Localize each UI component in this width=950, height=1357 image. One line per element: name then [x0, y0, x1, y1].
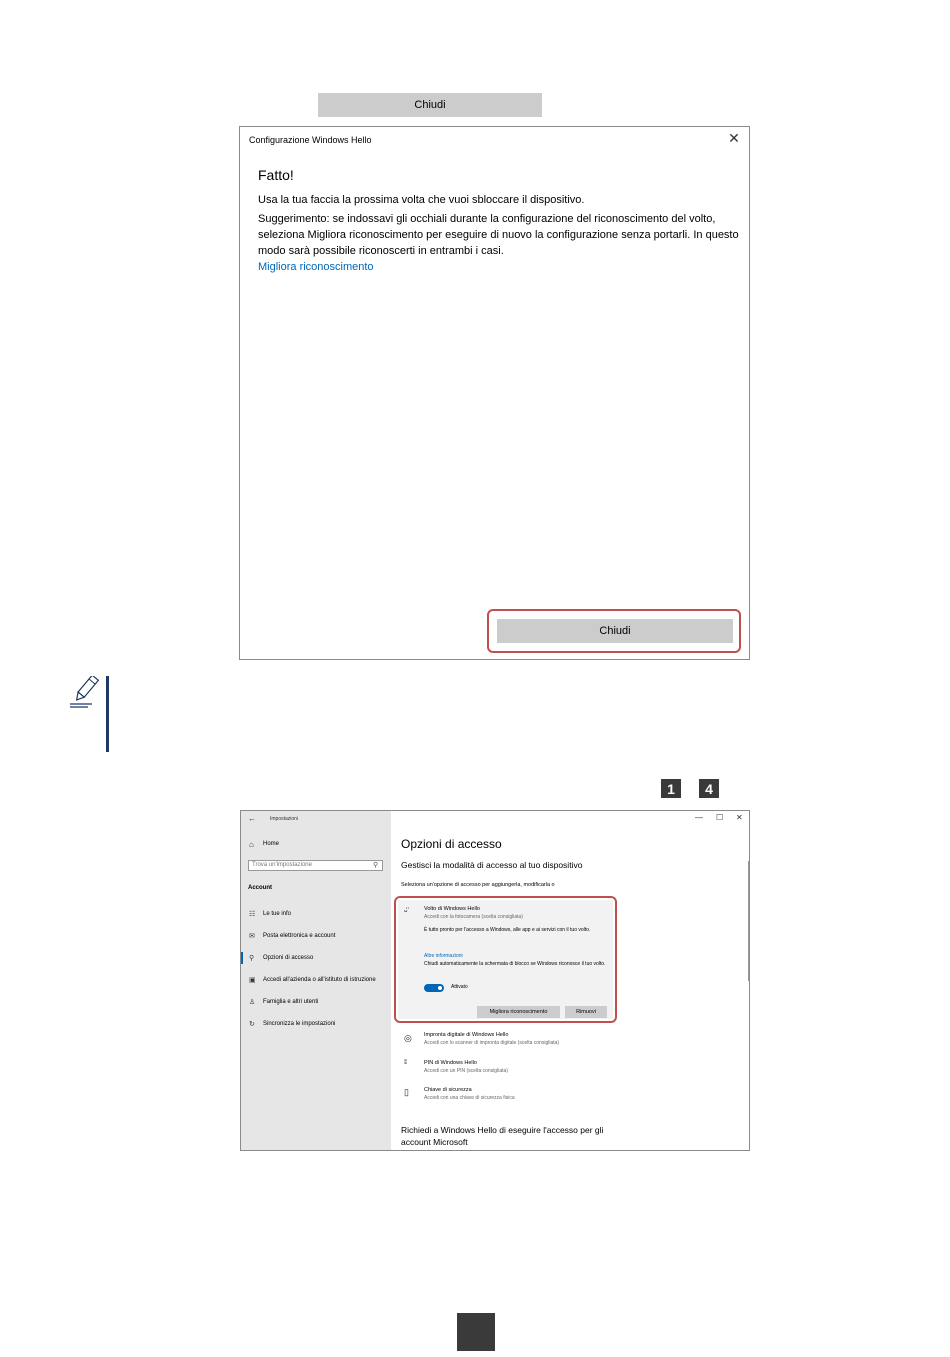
improve-recognition-link[interactable]: Migliora riconoscimento: [258, 261, 374, 273]
face-ready-text: È tutto pronto per l'accesso a Windows, alle app e ai servizi con il tuo volto.: [424, 927, 591, 933]
page-title: Opzioni di accesso: [401, 837, 502, 851]
sync-icon: ↻: [249, 1021, 255, 1028]
sidebar-item-work-school[interactable]: Accedi all'azienda o all'istituto di istruzione: [263, 977, 376, 983]
sidebar-item-email[interactable]: Posta elettronica e account: [263, 933, 336, 939]
settings-sidebar: [241, 811, 391, 1151]
maximize-icon[interactable]: ☐: [716, 813, 724, 822]
auto-close-text: Chiudi automaticamente la schermata di blocco se Windows riconosce il tuo volto.: [424, 961, 606, 967]
user-info-icon: ☷: [249, 911, 256, 918]
briefcase-icon: ▣: [249, 977, 256, 984]
step-badge-1: 1: [661, 779, 681, 798]
pin-option-desc: Accedi con un PIN (scelta consigliata): [424, 1068, 508, 1074]
home-icon: ⌂: [249, 840, 254, 849]
minimize-icon[interactable]: —: [695, 813, 703, 822]
page-number-tab: [457, 1313, 495, 1351]
family-icon: ♙: [249, 999, 256, 1006]
dialog-paragraph-2: Suggerimento: se indossavi gli occhiali durante la configurazione del riconoscimento del volto, seleziona Migliora riconoscimento per eseguire di nuovo la configurazione senza portarli. In questo modo sarà possibile riconoscerti in entrambi i casi.: [258, 213, 739, 257]
improve-recognition-button[interactable]: Migliora riconoscimento: [477, 1006, 560, 1018]
scrollbar[interactable]: [748, 861, 750, 981]
sidebar-item-sign-in-options[interactable]: Opzioni di accesso: [263, 955, 314, 961]
key-icon: ⚲: [249, 955, 255, 962]
close-icon[interactable]: ✕: [728, 130, 740, 146]
page-subtitle: Gestisci la modalità di accesso al tuo dispositivo: [401, 860, 583, 870]
dialog-heading: Fatto!: [258, 167, 294, 183]
sidebar-item-family[interactable]: Famiglia e altri utenti: [263, 999, 319, 1005]
highlight-box-face: [394, 896, 617, 1023]
mail-icon: ✉: [249, 933, 255, 940]
face-icon: ᵕ̈: [404, 906, 408, 916]
search-placeholder: Trova un'impostazione: [252, 862, 312, 868]
pin-icon: ⁞⁞⁞: [404, 1060, 407, 1066]
toggle-label: Attivato: [451, 984, 468, 990]
select-hint: Seleziona un'opzione di accesso per aggiungerla, modificarla o: [401, 882, 555, 888]
sidebar-item-sync[interactable]: Sincronizza le impostazioni: [263, 1021, 336, 1027]
fingerprint-icon: ◎: [404, 1033, 412, 1043]
windows-hello-dialog: [239, 126, 750, 660]
window-close-icon[interactable]: ✕: [736, 813, 743, 822]
windows-hello-msa-heading: Richiedi a Windows Hello di eseguire l'accesso per gli account Microsoft: [401, 1125, 604, 1147]
security-key-icon: ▯: [404, 1087, 409, 1097]
app-title: Impostazioni: [270, 816, 299, 822]
pin-option-title[interactable]: PIN di Windows Hello: [424, 1060, 477, 1066]
more-info-link[interactable]: Altre informazioni: [424, 953, 463, 959]
sidebar-item-home[interactable]: Home: [263, 841, 280, 847]
remove-button[interactable]: Rimuovi: [565, 1006, 607, 1018]
search-input[interactable]: [248, 860, 383, 871]
security-key-option-title[interactable]: Chiave di sicurezza: [424, 1087, 472, 1093]
chiudi-button[interactable]: Chiudi: [497, 619, 733, 643]
sidebar-section-account: Account: [248, 885, 272, 891]
back-arrow-icon[interactable]: ←: [248, 814, 256, 823]
fingerprint-option-title[interactable]: Impronta digitale di Windows Hello: [424, 1032, 509, 1038]
face-option-title: Volto di Windows Hello: [424, 906, 480, 912]
note-pencil-icon: [68, 676, 102, 710]
settings-window: [240, 810, 750, 1151]
search-icon: ⚲: [373, 862, 379, 869]
security-key-option-desc: Accedi con una chiave di sicurezza fisica: [424, 1095, 515, 1101]
sidebar-item-user-info[interactable]: Le tue info: [263, 911, 292, 917]
dialog-title: Configurazione Windows Hello: [249, 135, 372, 145]
chiudi-button-top[interactable]: Chiudi: [318, 93, 542, 117]
fingerprint-option-desc: Accedi con lo scanner di impronta digitale (scelta consigliata): [424, 1040, 560, 1046]
face-option-desc: Accedi con la fotocamera (scelta consigliata): [424, 914, 523, 920]
active-indicator: [241, 952, 243, 964]
note-bar: [106, 676, 109, 752]
dialog-paragraph-1: Usa la tua faccia la prossima volta che vuoi sbloccare il dispositivo.: [258, 194, 585, 206]
step-badge-4: 4: [699, 779, 719, 798]
